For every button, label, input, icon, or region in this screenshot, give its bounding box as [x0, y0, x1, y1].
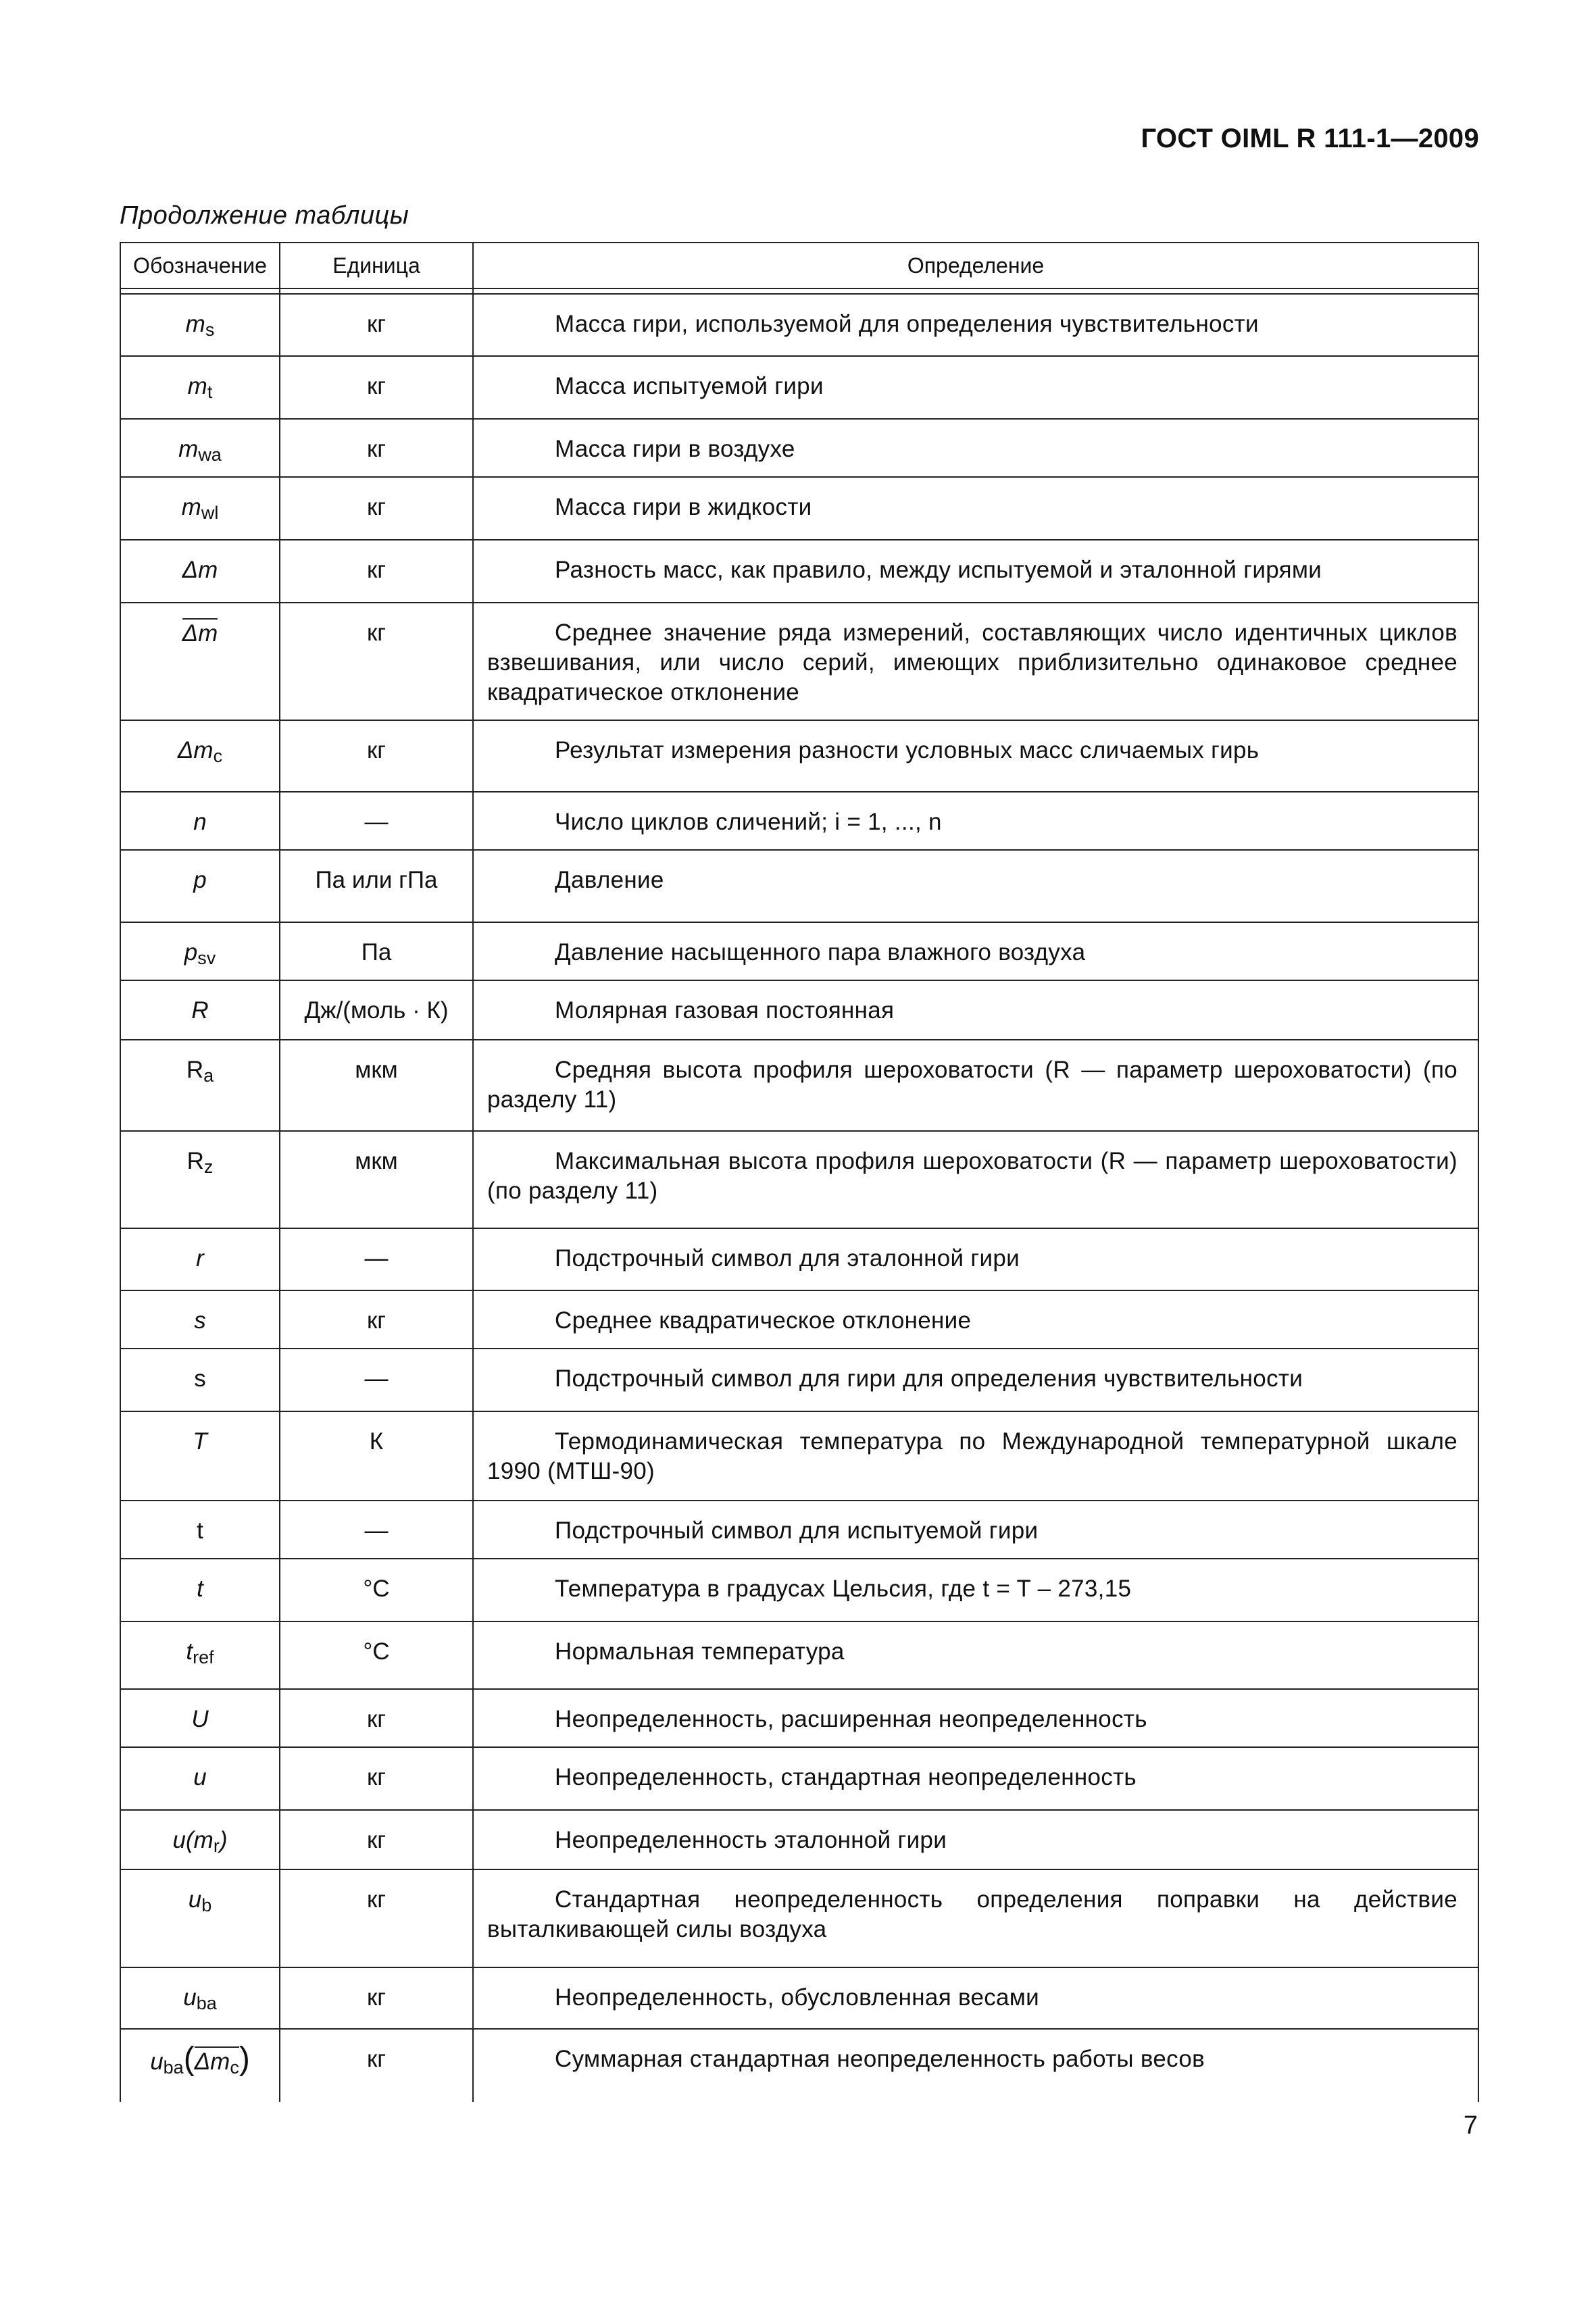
- definition-cell: Давление насыщенного пара влажного воздуха: [473, 922, 1478, 980]
- table-row: [120, 850, 1478, 922]
- symbol-cell: $t_{ref}$: [120, 1621, 280, 1689]
- symbol-cell: $m_t$: [120, 356, 280, 419]
- table-row: [120, 1747, 1478, 1810]
- symbol-cell: s: [120, 1349, 280, 1411]
- table-row: [120, 477, 1478, 540]
- symbol-cell: $R_z$: [120, 1131, 280, 1228]
- document-code: ГОСТ OIML R 111-1—2009: [1141, 124, 1479, 153]
- symbol-cell: $u_b$: [120, 1869, 280, 1967]
- unit-cell: кг: [280, 540, 473, 603]
- symbol-cell: R: [120, 980, 280, 1040]
- table-row: [120, 720, 1478, 792]
- definition-cell: Подстрочный символ для эталонной гири: [473, 1228, 1478, 1290]
- definition-cell: Масса испытуемой гири: [473, 356, 1478, 419]
- definition-cell: Средняя высота профиля шероховатости (R — параметр шероховатости) (по разделу 11): [473, 1040, 1478, 1131]
- definition-cell: Подстрочный символ для гири для определения чувствительности: [473, 1349, 1478, 1411]
- definition-cell: Суммарная стандартная неопределенность работы весов: [473, 2029, 1478, 2102]
- table-row: [120, 1411, 1478, 1501]
- symbol-cell: $m_{wa}$: [120, 419, 280, 477]
- symbol-cell: u: [120, 1747, 280, 1810]
- unit-cell: К: [280, 1411, 473, 1501]
- table-row: [120, 1290, 1478, 1349]
- table-row: [120, 1967, 1478, 2029]
- unit-cell: кг: [280, 1810, 473, 1869]
- definition-cell: Температура в градусах Цельсия, где t = T – 273,15: [473, 1559, 1478, 1621]
- symbol-cell: p: [120, 850, 280, 922]
- symbol-cell: s: [120, 1290, 280, 1349]
- table-row: [120, 1869, 1478, 1967]
- definition-cell: Масса гири в воздухе: [473, 419, 1478, 477]
- symbol-cell: U: [120, 1689, 280, 1747]
- column-header-symbol: Обозначение: [120, 243, 280, 288]
- unit-cell: кг: [280, 603, 473, 720]
- table-row: [120, 540, 1478, 603]
- table-row: [120, 1621, 1478, 1689]
- unit-cell: кг: [280, 477, 473, 540]
- symbol-cell: Δm: [120, 540, 280, 603]
- table-row: [120, 603, 1478, 720]
- unit-cell: кг: [280, 1967, 473, 2029]
- definition-cell: Термодинамическая температура по Международной температурной шкале 1990 (МТШ-90): [473, 1411, 1478, 1501]
- definition-cell: Неопределенность, расширенная неопределенность: [473, 1689, 1478, 1747]
- symbol-cell: $\Delta m_c$: [120, 720, 280, 792]
- unit-cell: мкм: [280, 1040, 473, 1131]
- definition-cell: Масса гири, используемой для определения чувствительности: [473, 294, 1478, 356]
- symbol-cell: $p_{sv}$: [120, 922, 280, 980]
- table-row: [120, 1689, 1478, 1747]
- definition-cell: Разность масс, как правило, между испытуемой и эталонной гирями: [473, 540, 1478, 603]
- symbol-cell: t: [120, 1559, 280, 1621]
- symbol-cell: $u_{ba}$: [120, 1967, 280, 2029]
- unit-cell: Па или гПа: [280, 850, 473, 922]
- definition-cell: Результат измерения разности условных масс сличаемых гирь: [473, 720, 1478, 792]
- table-row: [120, 1131, 1478, 1228]
- symbol-cell: r: [120, 1228, 280, 1290]
- page-number: 7: [1463, 2111, 1478, 2140]
- unit-cell: кг: [280, 2029, 473, 2102]
- definition-cell: Стандартная неопределенность определения поправки на действие выталкивающей силы воздуха: [473, 1869, 1478, 1967]
- column-header-definition: Определение: [473, 243, 1478, 288]
- table-row: [120, 922, 1478, 980]
- unit-cell: —: [280, 1349, 473, 1411]
- symbol-cell: T: [120, 1411, 280, 1501]
- table-row: [120, 1559, 1478, 1621]
- symbol-cell: $u(m_r)$: [120, 1810, 280, 1869]
- unit-cell: кг: [280, 720, 473, 792]
- unit-cell: кг: [280, 356, 473, 419]
- symbol-cell: $m_s$: [120, 294, 280, 356]
- unit-cell: Па: [280, 922, 473, 980]
- unit-cell: кг: [280, 419, 473, 477]
- definition-cell: Максимальная высота профиля шероховатости (R — параметр шероховатости) (по разделу 11): [473, 1131, 1478, 1228]
- unit-cell: кг: [280, 1689, 473, 1747]
- definition-cell: Давление: [473, 850, 1478, 922]
- unit-cell: мкм: [280, 1131, 473, 1228]
- table-row: [120, 1040, 1478, 1131]
- table-row: [120, 980, 1478, 1040]
- unit-cell: кг: [280, 1290, 473, 1349]
- unit-cell: кг: [280, 1869, 473, 1967]
- unit-cell: °С: [280, 1559, 473, 1621]
- symbol-cell: t: [120, 1501, 280, 1559]
- symbol-cell: Δm: [120, 603, 280, 720]
- definition-cell: Среднее значение ряда измерений, составляющих число идентичных циклов взвешивания, или число серий, имеющих приблизительно одинаковое среднее квадратическое отклонение: [473, 603, 1478, 720]
- definition-cell: Неопределенность, обусловленная весами: [473, 1967, 1478, 2029]
- table-row: [120, 1349, 1478, 1411]
- definition-cell: Масса гири в жидкости: [473, 477, 1478, 540]
- definition-cell: Неопределенность эталонной гири: [473, 1810, 1478, 1869]
- definition-cell: Неопределенность, стандартная неопределенность: [473, 1747, 1478, 1810]
- table-row: [120, 356, 1478, 419]
- definition-cell: Подстрочный символ для испытуемой гири: [473, 1501, 1478, 1559]
- definition-cell: Молярная газовая постоянная: [473, 980, 1478, 1040]
- symbol-cell: $u_{ba}(\Delta m_c)$: [120, 2029, 280, 2102]
- table-row: [120, 419, 1478, 477]
- table-row: [120, 294, 1478, 356]
- definition-cell: Число циклов сличений; i = 1, ..., n: [473, 792, 1478, 850]
- table-row: [120, 1228, 1478, 1290]
- table-row: [120, 2029, 1478, 2102]
- unit-cell: кг: [280, 1747, 473, 1810]
- table-row: [120, 792, 1478, 850]
- unit-cell: —: [280, 792, 473, 850]
- table-row: [120, 1810, 1478, 1869]
- symbol-cell: n: [120, 792, 280, 850]
- table-caption: Продолжение таблицы: [120, 201, 409, 230]
- definition-cell: Среднее квадратическое отклонение: [473, 1290, 1478, 1349]
- symbol-cell: $m_{wl}$: [120, 477, 280, 540]
- definitions-table: [120, 242, 1479, 2102]
- table-row: [120, 1501, 1478, 1559]
- column-header-unit: Единица: [280, 243, 473, 288]
- unit-cell: Дж/(моль · К): [280, 980, 473, 1040]
- symbol-cell: $R_a$: [120, 1040, 280, 1131]
- unit-cell: °С: [280, 1621, 473, 1689]
- definition-cell: Нормальная температура: [473, 1621, 1478, 1689]
- unit-cell: кг: [280, 294, 473, 356]
- unit-cell: —: [280, 1228, 473, 1290]
- unit-cell: —: [280, 1501, 473, 1559]
